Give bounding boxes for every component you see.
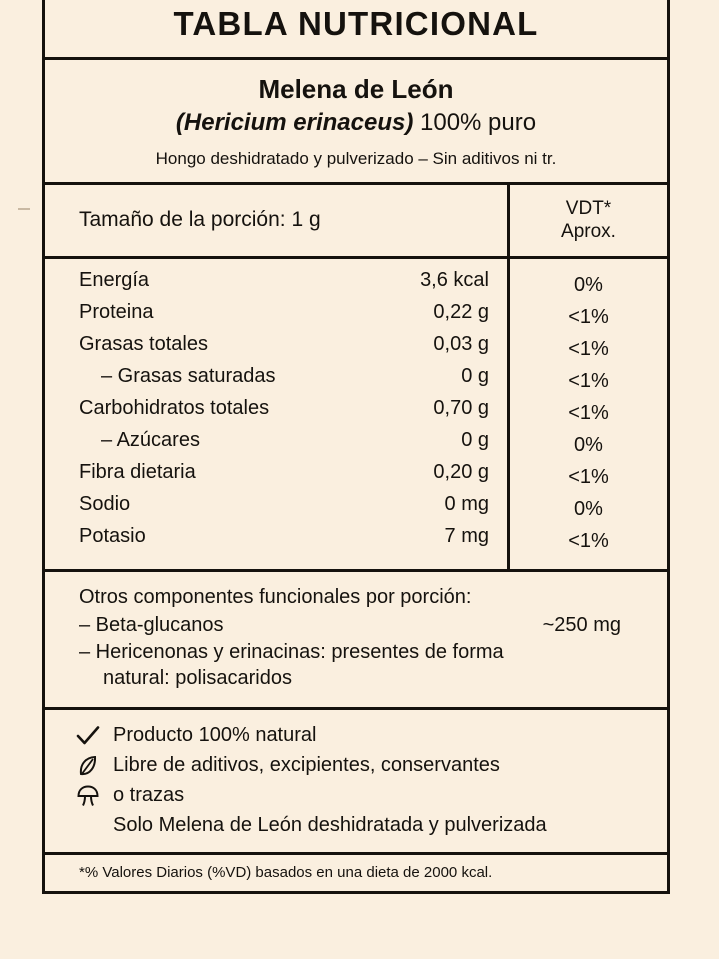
product-note: Hongo deshidratado y pulverizado – Sin aditivos ni tr. <box>155 148 557 168</box>
vdt-value: <1% <box>568 338 609 361</box>
edge-tick-mark <box>18 208 30 210</box>
nutrient-value: 3,6 kcal <box>420 269 489 292</box>
vdt-header-line2: Aprox. <box>561 221 616 243</box>
functional-item-long-text: – Hericenonas y erinacinas: presentes de forma <box>79 641 504 664</box>
functional-item-name: – Beta-glucanos <box>79 614 224 637</box>
table-row <box>45 429 507 461</box>
claim-text: Libre de aditivos, excipientes, conservantes <box>113 754 500 777</box>
table-row <box>45 493 507 525</box>
nutrient-value: 0,20 g <box>433 461 489 484</box>
nutrient-label: Fibra dietaria <box>79 461 196 484</box>
nutrient-value: 0 g <box>461 365 489 388</box>
product-purity: 100% puro <box>420 109 537 137</box>
nutrient-label: – Grasas saturadas <box>101 365 276 388</box>
vdt-value: 0% <box>574 498 603 521</box>
vdt-header <box>507 185 667 257</box>
nutrient-label: Energía <box>79 269 150 292</box>
product-name: Melena de León <box>258 74 454 104</box>
vdt-column <box>507 259 667 569</box>
functional-item-long-continuation: natural: polisacaridos <box>103 666 292 689</box>
table-row <box>45 397 507 429</box>
nutrient-value: 0 mg <box>444 493 489 516</box>
functional-item <box>79 614 647 637</box>
title-section <box>45 0 667 57</box>
functional-item-long <box>79 640 647 691</box>
product-scientific-line <box>57 107 655 139</box>
serving-section <box>45 182 667 257</box>
vdt-value: 0% <box>574 434 603 457</box>
nutrient-value: 0,22 g <box>433 301 489 324</box>
nutrient-rows <box>45 259 507 569</box>
page-title: TABLA NUTRICIONAL <box>173 5 539 42</box>
claims-section <box>45 707 667 852</box>
functional-heading: Otros componentes funcionales por porción: <box>79 586 472 609</box>
table-row <box>45 269 507 301</box>
nutrient-label: Grasas totales <box>79 333 208 356</box>
nutrient-value: 0,03 g <box>433 333 489 356</box>
nutrient-label: Potasio <box>79 525 146 548</box>
nutrient-label: Sodio <box>79 493 131 516</box>
list-item <box>75 752 653 778</box>
vdt-value: <1% <box>568 370 609 393</box>
footnote: *% Valores Diarios (%VD) basados en una dieta de 2000 kcal. <box>45 852 667 891</box>
nutrient-value: 0,70 g <box>433 397 489 420</box>
nutrient-value: 0 g <box>461 429 489 452</box>
table-row <box>45 365 507 397</box>
vdt-value: 0% <box>574 274 603 297</box>
vdt-header-line1: VDT* <box>565 197 612 219</box>
vdt-value: <1% <box>568 530 609 553</box>
nutrient-label: Proteina <box>79 301 154 324</box>
functional-item-value: ~250 mg <box>542 614 621 637</box>
table-row <box>45 461 507 493</box>
claim-text: o trazas <box>113 784 185 807</box>
vdt-value: <1% <box>568 402 609 425</box>
serving-size-label: Tamaño de la porción: 1 g <box>79 208 321 232</box>
nutrition-panel <box>42 0 670 894</box>
table-row <box>45 333 507 365</box>
claims-extra-text: Solo Melena de León deshidratada y pulverizada <box>113 814 547 837</box>
functional-components-section <box>45 569 667 707</box>
nutrient-table <box>45 256 667 569</box>
table-row <box>45 301 507 333</box>
table-row <box>45 525 507 557</box>
product-section <box>45 57 667 182</box>
list-item <box>75 722 653 748</box>
nutrient-value: 7 mg <box>444 525 489 548</box>
nutrient-label: Carbohidratos totales <box>79 397 270 420</box>
nutrient-label: – Azúcares <box>101 429 200 452</box>
vdt-value: <1% <box>568 306 609 329</box>
leaf-icon <box>75 754 101 778</box>
claim-text: Producto 100% natural <box>113 724 317 747</box>
product-scientific-name: (Hericium erinaceus) <box>175 109 414 137</box>
list-item <box>75 782 653 808</box>
vdt-value: <1% <box>568 466 609 489</box>
check-icon <box>75 724 101 748</box>
mushroom-icon <box>75 784 101 808</box>
